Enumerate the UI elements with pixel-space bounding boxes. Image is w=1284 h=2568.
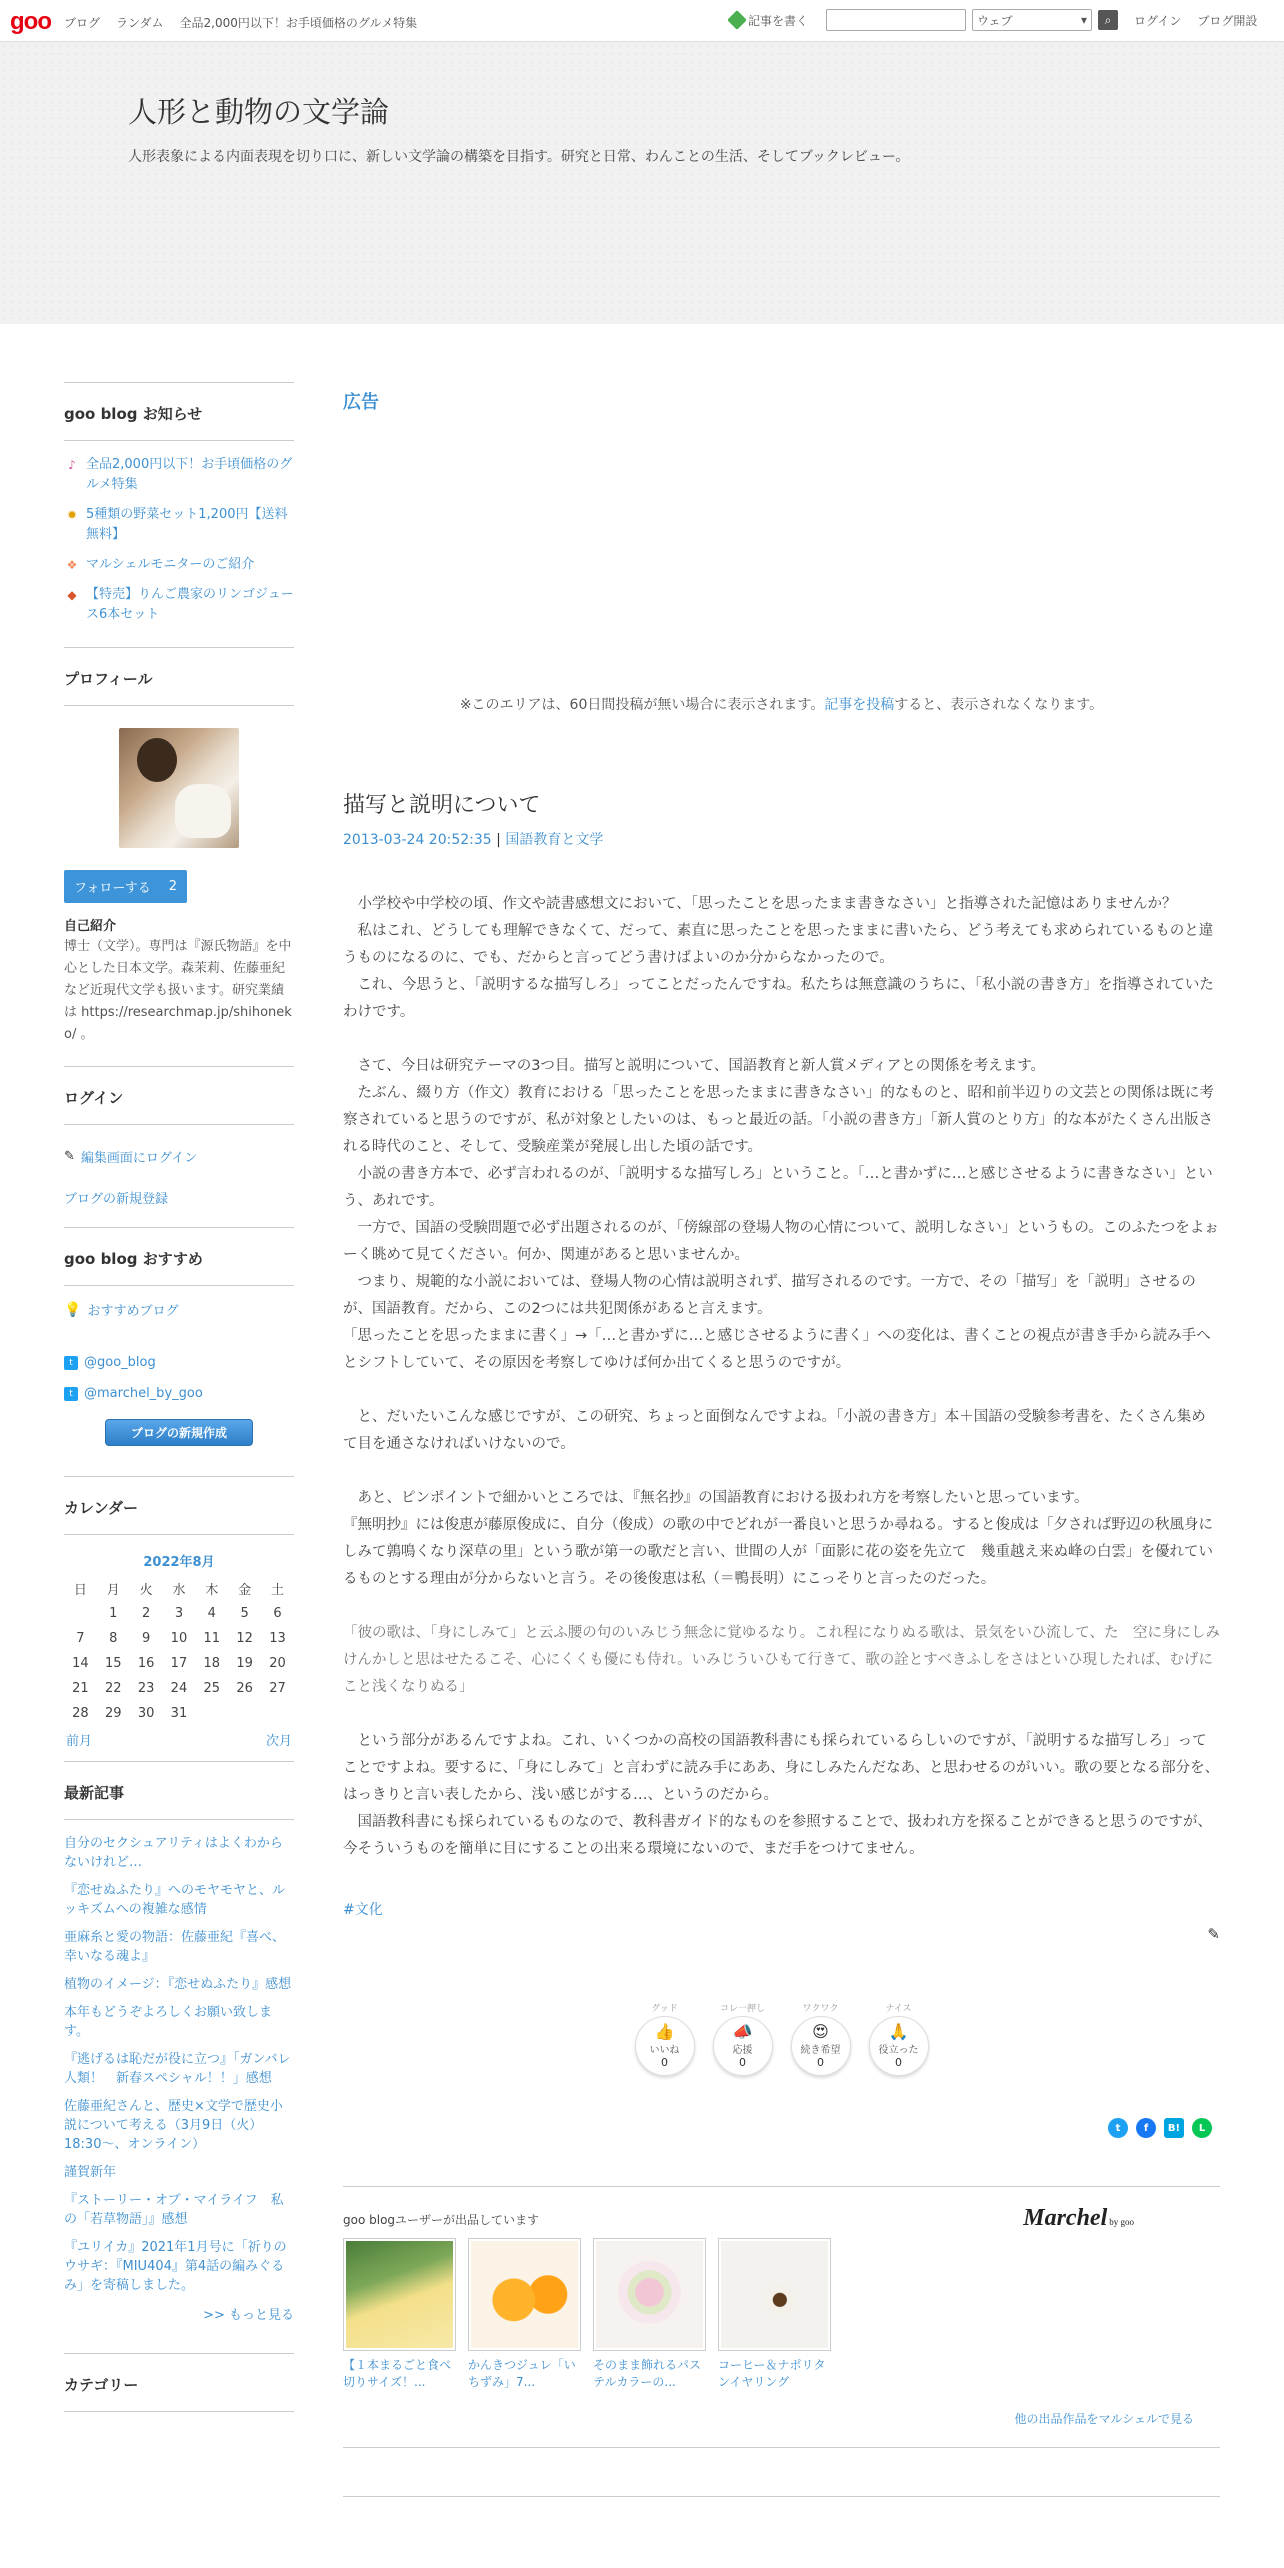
main-content — [343, 382, 1220, 2497]
profile-avatar[interactable] — [119, 728, 239, 848]
meta-separator: | — [496, 832, 501, 848]
category-section — [64, 2353, 294, 2412]
search-scope-select[interactable] — [972, 9, 1092, 31]
product-card[interactable] — [718, 2238, 831, 2391]
edit-login-label: 編集画面にログイン — [80, 1151, 198, 1166]
calendar-day: 24 — [170, 1681, 188, 1696]
calendar-day: 10 — [170, 1631, 188, 1646]
recent-article-link[interactable]: 植物のイメージ：『恋せぬふたり』感想 — [64, 1977, 292, 1992]
twitter-goo-blog-label: @goo_blog — [84, 1355, 156, 1370]
intro-heading: 自己紹介 — [64, 919, 117, 934]
paragraph-gap — [343, 1701, 1220, 1728]
weekday: 木 — [205, 1583, 219, 1598]
new-blog-button[interactable]: ブログの新規作成 — [105, 1419, 253, 1446]
notice-item[interactable] — [64, 585, 294, 625]
global-nav — [64, 14, 417, 31]
ad-label: 広告 — [343, 392, 379, 413]
hashtag-link[interactable]: #文化 — [343, 1902, 383, 1918]
follow-count: 2 — [168, 879, 177, 894]
post-paragraph: 小学校や中学校の頃、作文や読書感想文において、「思ったことを思ったまま書きなさい」と指導された記憶はありませんか？ — [343, 896, 1177, 912]
post-body — [343, 891, 1220, 1863]
reaction-more[interactable] — [791, 2001, 851, 2076]
calendar-day: 16 — [137, 1656, 155, 1671]
weekday: 日 — [73, 1583, 87, 1598]
recommend-section — [64, 1227, 294, 1476]
calendar-day: 27 — [269, 1681, 286, 1696]
recent-article-link[interactable]: 『ユリイカ』2021年1月号に「祈りのウサギ：『MIU404』第4話の編みぐるみ」を寄稿しました。 — [64, 2240, 287, 2293]
calendar-day: 13 — [269, 1631, 286, 1646]
clap-icon: 🙏 — [888, 2022, 909, 2041]
calendar-day: 26 — [236, 1681, 253, 1696]
reaction-label: 続き希望 — [800, 2045, 841, 2056]
blog-description: 人形表象による内面表現を切り口に、新しい文学論の構築を目指す。研究と日常、わんことの生活、そしてブックレビュー。 — [128, 149, 910, 165]
reaction-label: いいね — [649, 2045, 680, 2056]
calendar-day: 19 — [236, 1656, 253, 1671]
music-note-icon: ♪ — [68, 458, 76, 472]
login-list — [64, 1125, 294, 1227]
sun-icon: ✹ — [66, 508, 78, 522]
notice-item-label: 全品2,000円以下！お手頃価格のグルメ特集 — [86, 457, 293, 492]
write-article-label: 記事を書く — [748, 13, 809, 28]
post-paragraph: さて、今日は研究テーマの3つ目。描写と説明について、国語教育と新人賞メディアとの関係を考えます。 — [343, 1058, 1046, 1074]
product-image — [593, 2238, 706, 2351]
reaction-circle — [635, 2016, 695, 2076]
calendar-day: 23 — [137, 1681, 155, 1696]
notice-section — [64, 382, 294, 647]
thumbs-up-icon: 👍 — [654, 2022, 675, 2041]
post-paragraph: 『無明抄』には俊恵が藤原俊成に、自分（俊成）の歌の中でどれが一番良いと思うか尋ねる。すると俊成は「夕されば野辺の秋風身にしみて鶉鳴くなり深草の里」という歌が第一の歌だと言い、世間の人が「面影に花の姿を先立て 幾重越え来ぬ峰の白雲」を優れているものとする理由が分からないと言う。その後俊恵は私（＝鴨長明）にこっそりと言ったのだった。 — [343, 1517, 1213, 1587]
product-card[interactable] — [468, 2238, 581, 2391]
lightbulb-icon: 💡 — [64, 1301, 82, 1318]
weekday: 水 — [172, 1583, 186, 1598]
twitter-goo-blog-link[interactable] — [64, 1355, 294, 1370]
product-name: 【１本まるごと食べ切りサイズ！... — [343, 2358, 452, 2389]
twitter-marchel-link[interactable] — [64, 1386, 294, 1401]
marchel-section — [343, 2186, 1220, 2448]
calendar-day: 7 — [76, 1631, 85, 1646]
reaction-count: 0 — [661, 2056, 668, 2069]
calendar-section — [64, 1476, 294, 1761]
marchel-logo-text: Marchel — [1023, 2205, 1108, 2231]
sidebar — [64, 382, 294, 2412]
calendar-day: 22 — [104, 1681, 122, 1696]
top-login-link[interactable]: ログイン — [1134, 13, 1182, 28]
calendar-prev-link[interactable]: 前月 — [66, 1734, 93, 1749]
calendar-weekday-row — [64, 1576, 294, 1601]
category-heading: カテゴリー — [64, 2354, 294, 2412]
avatar-person-shape — [137, 738, 177, 782]
ad-note-prefix: ※このエリアは、60日間投稿が無い場合に表示されます。 — [459, 697, 825, 713]
recent-heading: 最新記事 — [64, 1762, 294, 1820]
reaction-caption: グッド — [651, 2004, 678, 2014]
goo-logo[interactable]: goo — [10, 8, 51, 35]
twitter-icon: t — [64, 1356, 78, 1370]
weekday: 土 — [271, 1583, 285, 1598]
product-image — [718, 2238, 831, 2351]
reaction-label: 応援 — [732, 2045, 753, 2056]
product-name: そのまま飾れるパステルカラーの... — [593, 2358, 702, 2389]
reaction-like[interactable] — [635, 2001, 695, 2076]
product-card[interactable] — [343, 2238, 456, 2391]
recent-article-link[interactable]: 亜麻糸と愛の物語：佐藤亜紀『喜べ、幸いなる魂よ』 — [64, 1930, 286, 1964]
reaction-buttons — [343, 2001, 1220, 2076]
calendar-day: 31 — [170, 1706, 188, 1721]
notice-item[interactable] — [64, 455, 294, 495]
calendar-day: 6 — [273, 1606, 282, 1621]
calendar-day: 2 — [141, 1606, 151, 1621]
post-paragraph: たぶん、綴り方（作文）教育における「思ったことを思ったままに書きなさい」的なものと、昭和前半辺りの文芸との関係は既に考察されていると思うのですが、私が対象としたいのは、もっと最近の話。「小説の書き方」「新人賞のとり方」的な本がたくさん出版される時代のこと、そして、受験産業が発展し出した頃の話です。 — [343, 1085, 1214, 1155]
calendar-day — [261, 1701, 294, 1726]
login-section — [64, 1066, 294, 1227]
edit-row — [343, 1925, 1220, 1945]
product-image — [468, 2238, 581, 2351]
search-scope-value: ウェブ — [977, 13, 1013, 28]
notice-item-label: 【特売】りんご農家のリンゴジュース6本セット — [86, 587, 294, 622]
ad-note — [343, 694, 1220, 714]
calendar-day: 20 — [269, 1656, 286, 1671]
marchel-products — [343, 2238, 1220, 2391]
blog-header — [0, 42, 1284, 324]
post-paragraph: 国語教科書にも採られているものなので、教科書ガイド的なものを参照することで、扱われ方を探ることができると思うのですが、今そういうものを簡単に目にすることの出来る環境にないので、まだ手をつけてません。 — [343, 1814, 1212, 1857]
nav-gourmet[interactable]: 全品2,000円以下！お手頃価格のグルメ特集 — [179, 16, 418, 30]
recent-list — [64, 1820, 294, 2353]
recent-article-link[interactable]: 『ストーリー・オブ・マイライフ 私の「若草物語」』感想 — [64, 2193, 284, 2227]
post-quote: 「彼の歌は、「身にしみて」と云ふ腰の句のいみじう無念に覚ゆるなり。これ程になりぬる歌は、景気をいひ流して、た 空に身にしみけんかしと思はせたるこそ、心にくくも優にも侍れ。いみじういひもて行きて、歌の詮とすべきふしをさはといひ現したれば、むげにこと浅くなりぬる」 — [343, 1625, 1220, 1695]
calendar-day: 11 — [203, 1631, 221, 1646]
megaphone-icon: 📣 — [732, 2022, 753, 2041]
profile-section — [64, 647, 294, 1066]
twitter-icon: t — [64, 1387, 78, 1401]
reaction-caption: コレ一押し — [719, 2004, 765, 2014]
post-article-link[interactable]: 記事を投稿 — [824, 697, 895, 713]
reaction-count: 0 — [895, 2056, 902, 2069]
calendar-nav — [64, 1730, 294, 1749]
pencil-icon: ✎ — [64, 1149, 75, 1164]
avatar-dog-shape — [175, 784, 231, 838]
search-input[interactable] — [826, 9, 966, 31]
global-header — [0, 0, 1284, 42]
calendar-day: 25 — [203, 1681, 221, 1696]
flower-icon: ❖ — [66, 558, 78, 572]
reaction-caption: ナイス — [885, 2004, 912, 2014]
reaction-helpful[interactable] — [869, 2001, 929, 2076]
recent-article-link[interactable]: 謹賀新年 — [64, 2165, 117, 2180]
calendar-next-link[interactable]: 次月 — [265, 1734, 292, 1749]
post-paragraph: 小説の書き方本で、必ず言われるのが、「説明するな描写しろ」ということ。「…と書かずに…と感じさせるように書きなさい」という、あれです。 — [343, 1166, 1213, 1209]
recent-section — [64, 1761, 294, 2353]
reaction-circle — [791, 2016, 851, 2076]
calendar-week — [64, 1601, 294, 1626]
new-register-link[interactable]: ブログの新規登録 — [64, 1192, 169, 1207]
write-article-link[interactable] — [730, 12, 808, 29]
recent-article-link[interactable]: 『逃げるは恥だが役に立つ』「ガンバレ人類！ 新春スペシャル！！」感想 — [64, 2052, 291, 2086]
blog-title[interactable]: 人形と動物の文学論 — [128, 95, 390, 129]
calendar-day — [195, 1701, 228, 1726]
post-paragraph: これ、今思うと、「説明するな描写しろ」ってことだったんですね。私たちは無意識のうちに、「私小説の書き方」を指導されていたわけです。 — [343, 977, 1214, 1020]
pencil-icon — [727, 10, 747, 30]
edit-pencil-icon[interactable]: ✎ — [1207, 1925, 1220, 1943]
product-name: コーヒー＆ナポリタンイヤリング — [718, 2358, 826, 2389]
calendar-day: 18 — [203, 1656, 221, 1671]
post-title[interactable]: 描写と説明について — [343, 793, 541, 818]
paragraph-gap — [343, 1377, 1220, 1404]
marchel-logo[interactable] — [1023, 2205, 1134, 2232]
post-paragraph: 私はこれ、どうしても理解できなくて、だって、素直に思ったことを思ったままに書いたら、どう考えても求められているものと違うものになるのに、でも、だからと言ってどう書けばよいのか分からなかったので。 — [343, 923, 1214, 966]
top-right-tools — [730, 9, 1257, 31]
reaction-circle — [713, 2016, 773, 2076]
notice-item[interactable] — [64, 505, 294, 545]
calendar-week — [64, 1626, 294, 1651]
calendar-day: 9 — [141, 1631, 151, 1646]
calendar-week — [64, 1651, 294, 1676]
nav-blog[interactable]: ブログ — [64, 16, 101, 30]
calendar-day: 28 — [72, 1706, 89, 1721]
calendar — [64, 1535, 294, 1761]
marchel-caption: goo blogユーザーが出品しています — [343, 2213, 540, 2227]
juice-icon: ◆ — [67, 588, 77, 602]
post-paragraph: という部分があるんですよね。これ、いくつかの高校の国語教科書にも採られているらしいのですが、「説明するな描写しろ」ってことですよね。要するに、「身にしみて」と言わずに読み手にああ、身にしみたんだなあ、と思わせるのがいい。歌の要となる部分を、はっきりと言い表したから、浅い感じがする…、というのだから。 — [343, 1733, 1220, 1803]
calendar-month[interactable]: 2022年8月 — [143, 1555, 215, 1570]
notice-item-label: 5種類の野菜セット1,200円【送料無料】 — [86, 507, 288, 542]
heart-eyes-icon: 😍 — [812, 2022, 829, 2041]
search-button[interactable] — [1098, 10, 1118, 30]
calendar-heading: カレンダー — [64, 1477, 294, 1535]
calendar-day — [64, 1601, 97, 1626]
calendar-day: 15 — [104, 1656, 122, 1671]
reaction-count: 0 — [739, 2056, 746, 2069]
product-card[interactable] — [593, 2238, 706, 2391]
calendar-day: 21 — [72, 1681, 89, 1696]
calendar-day: 5 — [240, 1606, 249, 1621]
calendar-day: 8 — [109, 1631, 118, 1646]
notice-item-label: マルシェルモニターのご紹介 — [86, 557, 255, 572]
reaction-count: 0 — [817, 2056, 824, 2069]
calendar-day: 29 — [104, 1706, 122, 1721]
open-blog-link[interactable]: ブログ開設 — [1197, 13, 1258, 28]
paragraph-gap — [343, 1593, 1220, 1620]
recommended-blog-link[interactable] — [64, 1300, 294, 1319]
calendar-day — [228, 1701, 261, 1726]
marchel-logo-sub: by goo — [1109, 2217, 1134, 2227]
ad-note-suffix: すると、表示されなくなります。 — [894, 697, 1104, 713]
product-image — [343, 2238, 456, 2351]
weekday: 金 — [238, 1583, 252, 1598]
calendar-day: 1 — [109, 1606, 118, 1621]
post-paragraph: 「思ったことを思ったままに書く」→「…と書かずに…と感じさせるように書く」への変化は、書くことの視点が書き手から読み手へとシフトしていて、その原因を考察してゆけば何か出てくると思うのですが。 — [343, 1328, 1211, 1371]
post-category-link[interactable]: 国語教育と文学 — [505, 832, 604, 848]
recent-article-link[interactable]: 自分のセクシュアリティはよくわからないけれど… — [64, 1836, 283, 1870]
product-name: かんきつジュレ「いちずみ」7... — [468, 2358, 576, 2389]
calendar-day: 12 — [236, 1631, 253, 1646]
reaction-caption: ワクワク — [802, 2004, 839, 2014]
post-datetime[interactable]: 2013-03-24 20:52:35 — [343, 832, 492, 848]
nav-random[interactable]: ランダム — [116, 16, 164, 30]
reaction-support[interactable] — [713, 2001, 773, 2076]
facebook-share-icon[interactable]: f — [1136, 2118, 1156, 2138]
recent-article-link[interactable]: 『恋せぬふたり』へのモヤモヤと、ルッキズムへの複雑な感情 — [64, 1883, 286, 1917]
share-buttons — [343, 2118, 1220, 2138]
login-heading: ログイン — [64, 1067, 294, 1125]
recent-article-link[interactable]: 本年もどうぞよろしくお願い致します。 — [64, 2005, 273, 2039]
twitter-share-icon[interactable]: t — [1108, 2118, 1128, 2138]
follow-label: フォローする — [74, 881, 151, 896]
post-paragraph: と、だいたいこんな感じですが、この研究、ちょっと面倒なんですよね。「小説の書き方」本＋国語の受験参考書を、たくさん集めて目を通さなければいけないので。 — [343, 1409, 1206, 1452]
calendar-week — [64, 1676, 294, 1701]
paragraph-gap — [343, 1026, 1220, 1053]
edit-login-link[interactable] — [64, 1147, 294, 1166]
calendar-table — [64, 1576, 294, 1726]
reaction-label: 役立った — [878, 2045, 919, 2056]
recommend-list — [64, 1286, 294, 1476]
intro-text: 博士（文学）。専門は『源氏物語』を中心とした日本文学。森茉莉、佐藤亜紀など近現代文学も扱います。研究業績は https://researchmap.jp/shihoneko/ 。 — [64, 939, 292, 1042]
follow-button[interactable] — [64, 870, 187, 903]
post-meta — [343, 829, 1220, 849]
calendar-day: 3 — [174, 1606, 184, 1621]
line-share-icon[interactable]: L — [1192, 2118, 1212, 2138]
notice-heading: goo blog お知らせ — [64, 383, 294, 441]
marchel-more-link[interactable]: 他の出品作品をマルシェルで見る — [1014, 2412, 1194, 2426]
reaction-circle — [869, 2016, 929, 2076]
chevron-down-icon: ▾ — [1080, 13, 1088, 27]
calendar-week — [64, 1701, 294, 1726]
recent-more-link[interactable]: >> もっと見る — [203, 2308, 294, 2323]
post-paragraph: 一方で、国語の受験問題で必ず出題されるのが、「傍線部の登場人物の心情について、説明しなさい」というもの。このふたつをよぉーく眺めて見てください。何か、関連があると思いませんか。 — [343, 1220, 1219, 1263]
post-paragraph: あと、ピンポイントで細かいところでは、『無名抄』の国語教育における扱われ方を考察したいと思っています。 — [343, 1490, 1089, 1506]
paragraph-gap — [343, 1458, 1220, 1485]
section-divider — [343, 2496, 1220, 2497]
calendar-day: 14 — [72, 1656, 89, 1671]
calendar-day: 4 — [207, 1606, 216, 1621]
recent-article-link[interactable]: 佐藤亜紀さんと、歴史×文学で歴史小説について考える（3月9日（火）18:30～、オンライン） — [64, 2099, 283, 2152]
notice-list — [64, 441, 294, 647]
hatena-bookmark-icon[interactable]: B! — [1164, 2118, 1184, 2138]
profile-heading: プロフィール — [64, 648, 294, 706]
recommended-blog-label: おすすめブログ — [87, 1304, 179, 1319]
calendar-day: 17 — [170, 1656, 188, 1671]
post-paragraph: つまり、規範的な小説においては、登場人物の心情は説明されず、描写されるのです。一方で、その「描写」を「説明」させるのが、国語教育。だから、この2つには共犯関係があると言えます。 — [343, 1274, 1196, 1317]
recommend-heading: goo blog おすすめ — [64, 1228, 294, 1286]
calendar-day: 30 — [137, 1706, 155, 1721]
weekday: 火 — [139, 1583, 153, 1598]
search-icon: ⌕ — [1104, 12, 1112, 27]
weekday: 月 — [106, 1583, 120, 1598]
notice-item[interactable] — [64, 555, 294, 575]
twitter-marchel-label: @marchel_by_goo — [84, 1386, 203, 1401]
